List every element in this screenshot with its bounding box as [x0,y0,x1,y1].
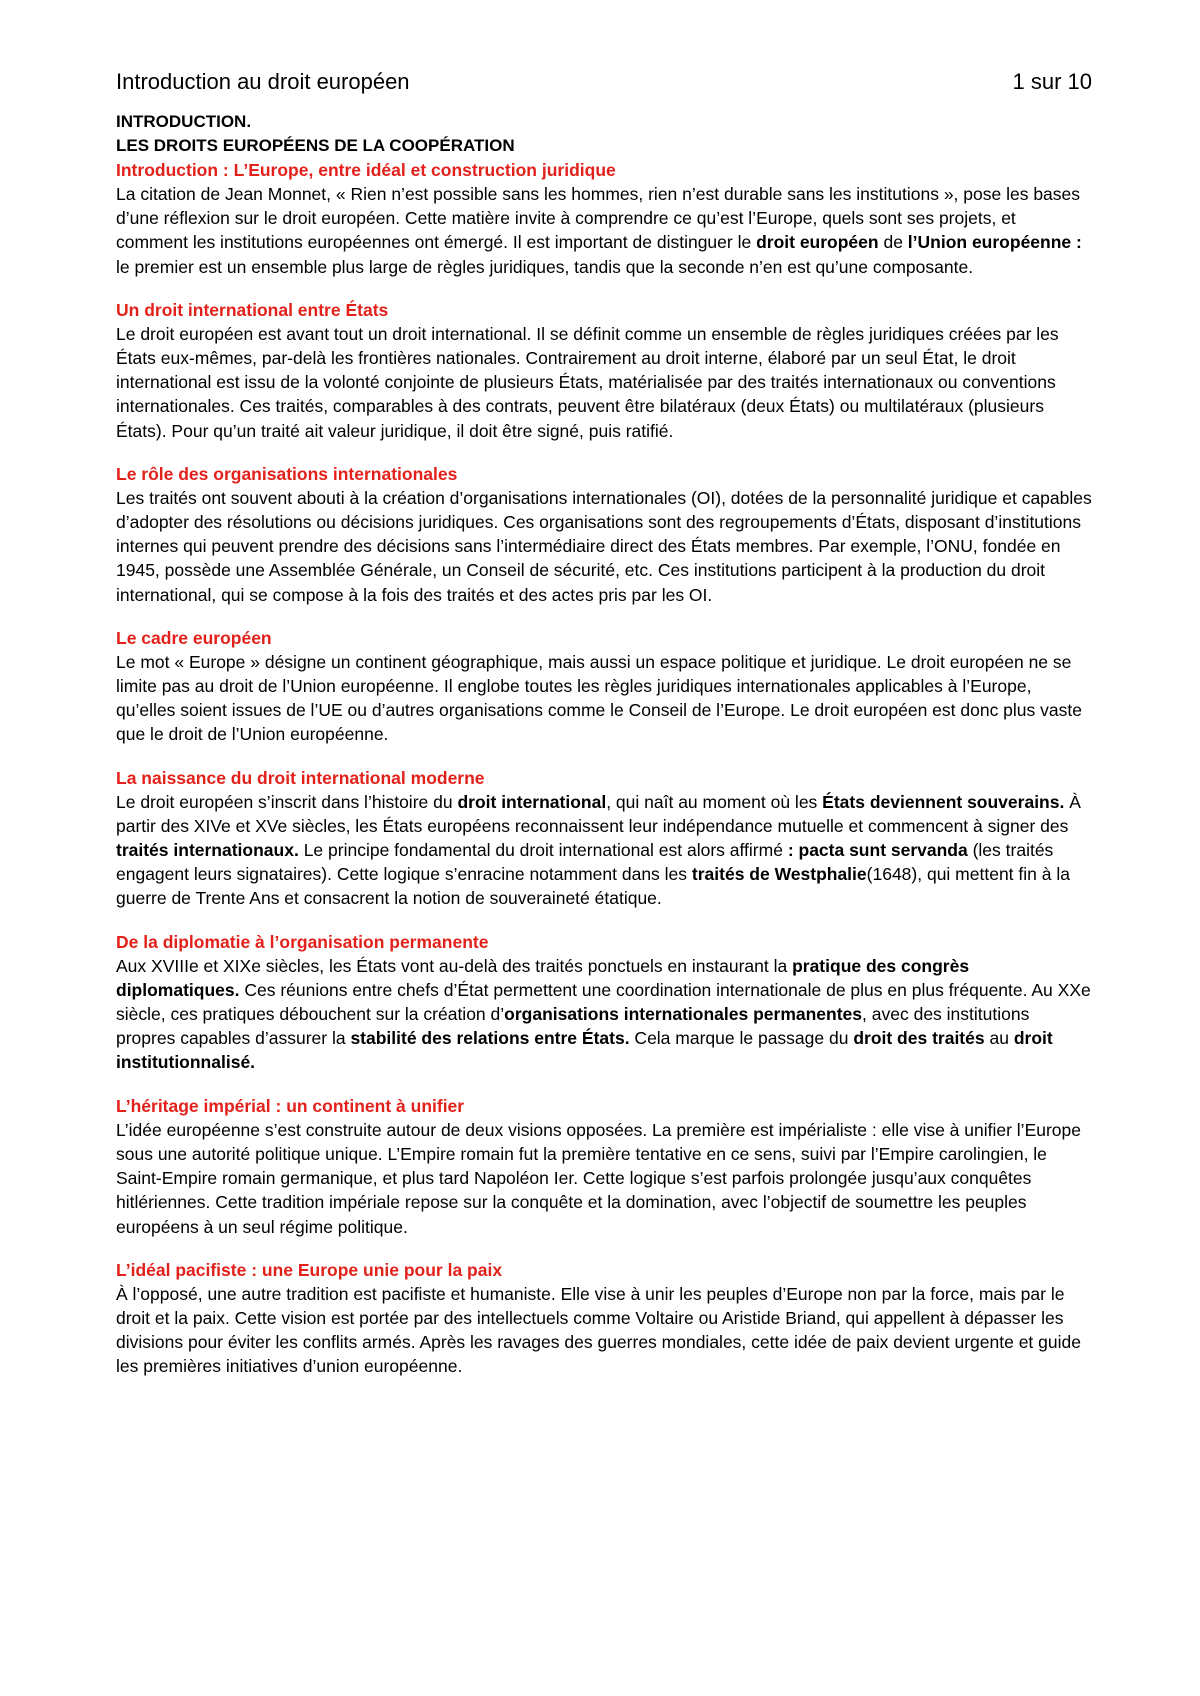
page-header [116,68,1092,96]
text-run: Le principe fondamental du droit international est alors affirmé [298,840,788,861]
section [116,298,1092,443]
section [116,158,1092,279]
text-run: au [984,1028,1014,1049]
section-paragraph [116,1282,1092,1379]
bold-text: droit européen [756,232,879,253]
section-heading: Le rôle des organisations internationales [116,463,458,484]
section [116,930,1092,1075]
text-run: Les traités ont souvent abouti à la création d’organisations internationales (OI), dotées de la personnalité juridique et capables d’adopter des résolutions ou décisions juridiques. Ces organisations sont des regroupements d’États, disposant d’institutions internes qui peuvent prendre des décisions sans l’intermédiaire direct des États membres. Par exemple, l’ONU, fondée en 1945, possède une Assemblée Générale, un Conseil de sécurité, etc. Ces institutions participent à la production du droit international, qui se compose à la fois des traités et des actes pris par les OI. [116,487,1092,605]
text-run: Ces réunions entre chefs d’État permettent une coordination internationale de plus en plus fréquente. Au XXe siècle, ces pratiques débouchent sur la création d’ [116,979,1091,1025]
text-run: Le mot « Europe » désigne un continent géographique, mais aussi un espace politique et juridique. Le droit européen ne se limite pas au droit de l’Union européenne. Il englobe toutes les règles juridiques internationales applicables à l’Europe, qu’elles soient issues de l’UE ou d’autres organisations comme le Conseil de l’Europe. Le droit européen est donc plus vaste que le droit de l’Union européenne. [116,651,1082,745]
section-heading: Introduction : L’Europe, entre idéal et construction juridique [116,160,616,180]
section-heading: L’héritage impérial : un continent à unifier [116,1095,465,1116]
bold-text: traités internationaux. [116,840,299,861]
section-heading: Le cadre européen [116,627,272,648]
section-paragraph [116,790,1092,911]
section-heading: Un droit international entre États [116,299,389,320]
text-run: Le droit européen est avant tout un droit international. Il se définit comme un ensemble de règles juridiques créées par les États eux-mêmes, par-delà les frontières nationales. Contrairement au droit interne, élaboré par un seul État, le droit international est issu de la volonté conjointe de plusieurs États, matérialisée par des traités internationaux ou conventions internationales. Ces traités, comparables à des contrats, peuvent être bilatéraux (deux États) ou multilatéraux (plusieurs États). Pour qu’un traité ait valeur juridique, il doit être signé, puis ratifié. [116,323,1059,441]
bold-text: organisations internationales permanentes [504,1004,863,1025]
text-run: de [878,232,908,253]
section [116,462,1092,607]
text-run: La citation de Jean Monnet, « Rien n’est possible sans les hommes, rien n’est durable sans les institutions », pose les bases d’une réflexion sur le droit européen. Cette matière invite à comprendre ce qu’est l’Europe, quels sont ses projets, et comment les institutions européennes ont émergé. Il est important de distinguer le [116,184,1081,253]
document-page [116,68,1092,1398]
bold-text: pratique des congrès diplomatiques. [116,955,970,1000]
text-run: À l’opposé, une autre tradition est pacifiste et humaniste. Elle vise à unir les peuples d’Europe non par la force, mais par le droit et la paix. Cette vision est portée par des intellectuels comme Voltaire ou Aristide Briand, qui appellent à dépasser les divisions pour éviter les conflits armés. Après les ravages des guerres mondiales, cette idée de paix devient urgente et guide les premières initiatives d’union européenne. [116,1283,1081,1377]
section [116,766,1092,911]
bold-text: droit institutionnalisé. [116,1028,1053,1073]
section-heading: La naissance du droit international moderne [116,767,485,788]
text-run: L’idée européenne s’est construite autour de deux visions opposées. La première est impérialiste : elle vise à unifier l’Europe sous une autorité politique unique. L’Empire romain fut la première tentative en ce sens, suivi par l’Empire carolingien, le Saint-Empire romain germanique, et plus tard Napoléon Ier. Cette logique s’est parfois prolongée jusqu’aux conquêtes hitlériennes. Cette tradition impériale repose sur la conquête et la domination, avec l’objectif de soumettre les peuples européens à un seul régime politique. [116,1119,1082,1237]
text-run: le premier est un ensemble plus large de règles juridiques, tandis que la seconde n’en est qu’une composante. [116,256,974,277]
section-paragraph [116,486,1092,607]
text-run: , qui naît au moment où les [606,791,823,812]
section-heading: De la diplomatie à l’organisation permanente [116,931,489,952]
text-run: À partir des XIVe et XVe siècles, les États européens reconnaissent leur indépendance mutuelle et commencent à signer des [116,791,1081,836]
text-run: , avec des institutions propres capables d’assurer la [116,1004,1030,1049]
intro-title-line-2: LES DROITS EUROPÉENS DE LA COOPÉRATION [116,136,515,155]
section-paragraph [116,182,1092,279]
document-title: Introduction au droit européen [116,69,410,94]
text-run: Aux XVIIIe et XIXe siècles, les États vont au-delà des traités ponctuels en instaurant la [116,955,793,976]
section-paragraph [116,954,1092,1075]
section-paragraph [116,322,1092,443]
bold-text: l’Union européenne : [907,232,1082,253]
text-run: (1648), qui mettent fin à la guerre de Trente Ans et consacrent la notion de souveraineté étatique. [116,864,1070,909]
text-run: Cela marque le passage du [629,1028,854,1049]
section-paragraph [116,1118,1092,1239]
intro-title-line-1: INTRODUCTION. [116,112,252,131]
bold-text: droit international [457,791,607,812]
bold-text: traités de Westphalie [691,864,867,885]
section [116,626,1092,747]
text-run: (les traités engagent leurs signataires). Cette logique s’enracine notamment dans les [116,840,1054,885]
page-indicator: 1 sur 10 [1012,69,1092,94]
bold-text: : pacta sunt servanda [787,840,968,861]
section [116,1094,1092,1239]
section-heading: L’idéal pacifiste : une Europe unie pour la paix [116,1259,503,1280]
text-run: Le droit européen s’inscrit dans l’histoire du [116,791,458,812]
bold-text: droit des traités [853,1028,985,1049]
bold-text: stabilité des relations entre États. [350,1028,630,1049]
bold-text: États deviennent souverains. [822,791,1065,812]
section [116,1258,1092,1379]
document-body [116,158,1092,1379]
section-paragraph [116,650,1092,747]
